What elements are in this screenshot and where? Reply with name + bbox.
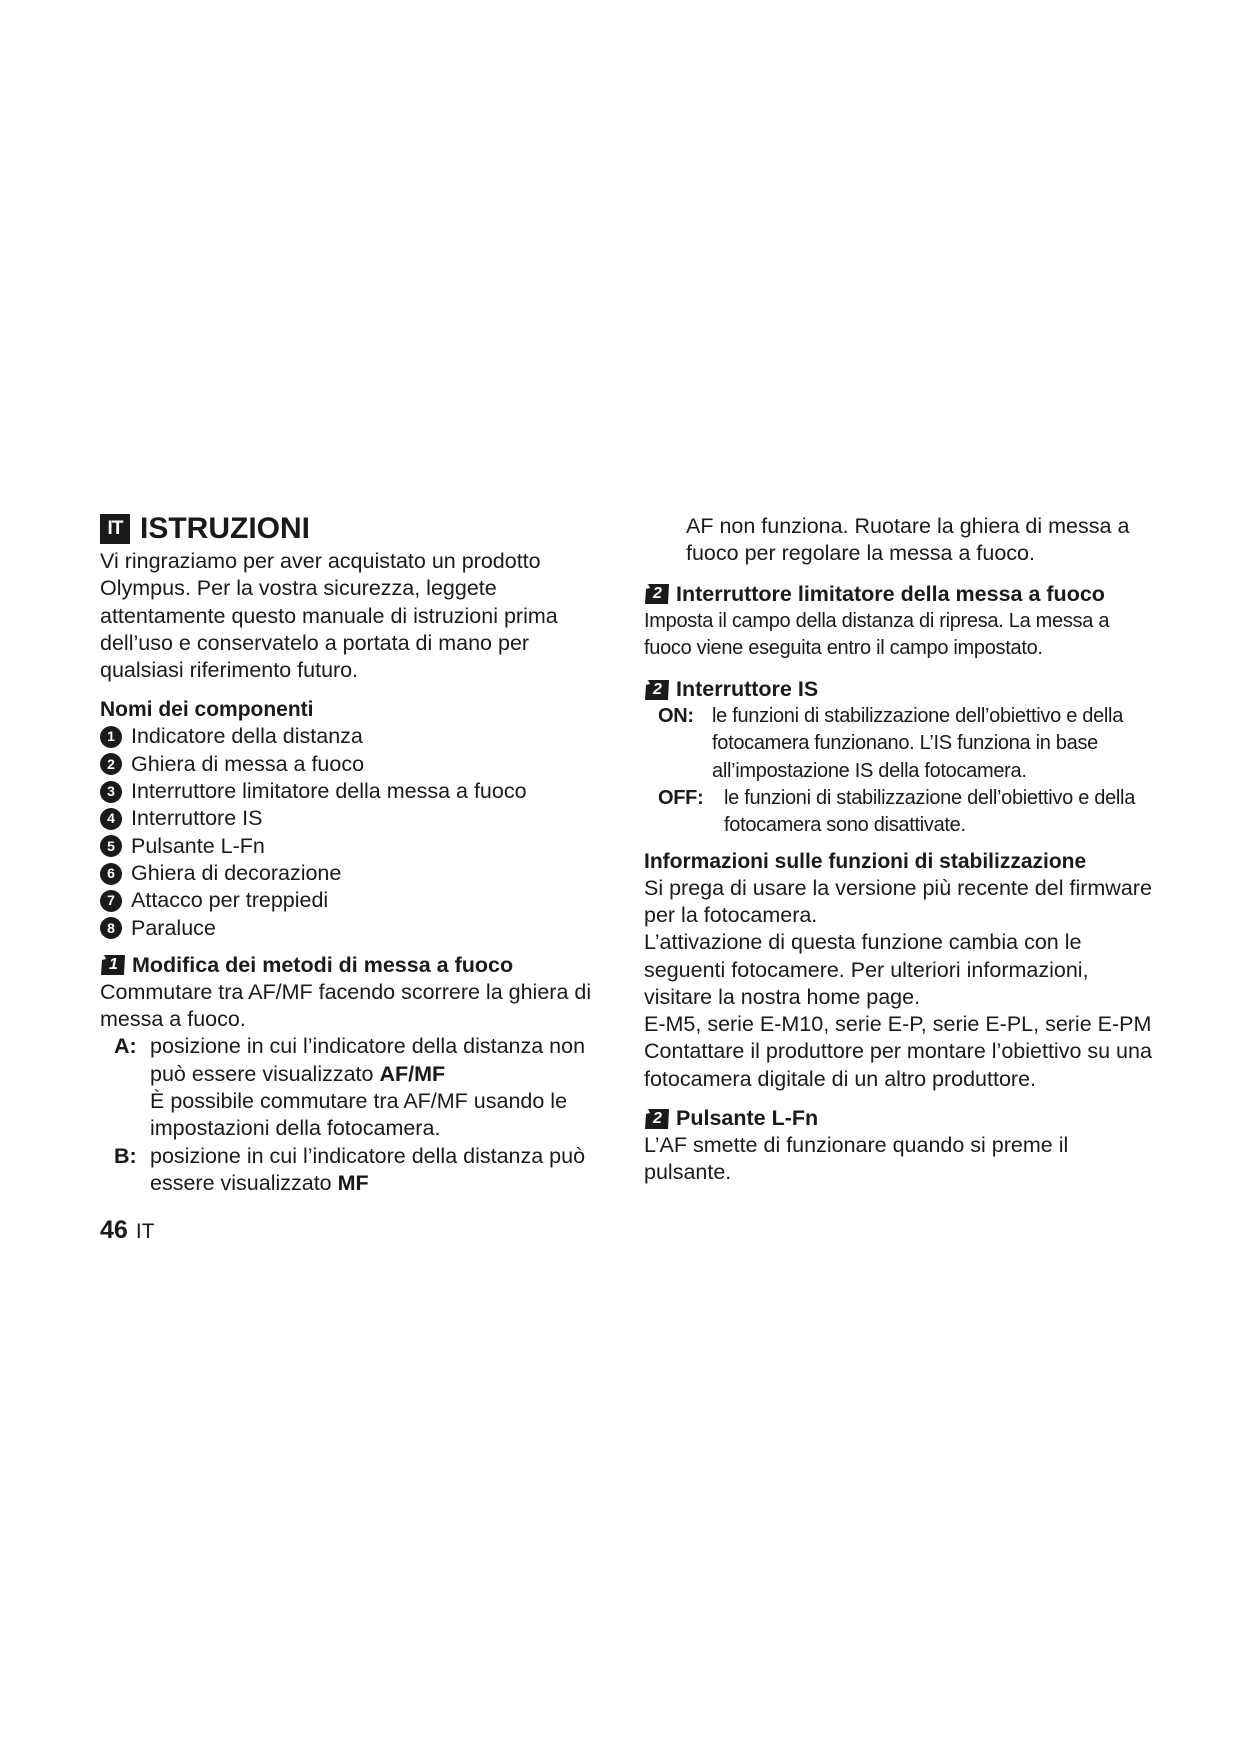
list-item-label: Paraluce — [131, 915, 216, 940]
option-off-text: le funzioni di stabilizzazione dell’obiettivo e della fotocamera sono disattivate. — [724, 787, 1136, 837]
option-b-text: posizione in cui l’indicatore della distanza può essere visualizzato MF — [150, 1143, 586, 1195]
figure-2-ref-icon: 2 — [644, 679, 670, 701]
stabilization-p2: L’attivazione di questa funzione cambia con le seguenti fotocamere. Per ulteriori informazioni, visitare la nostra home page. — [644, 930, 1089, 1009]
list-item-label: Attacco per treppiedi — [131, 888, 329, 913]
list-item-label: Ghiera di decorazione — [131, 860, 342, 885]
option-b-continuation: AF non funziona. Ruotare la ghiera di messa a fuoco per regolare la messa a fuoco. — [686, 514, 1130, 566]
focus-methods-body: Commutare tra AF/MF facendo scorrere la ghiera di messa a fuoco. — [100, 979, 592, 1032]
page-footer — [100, 1216, 154, 1245]
option-on-label: ON: — [658, 705, 694, 728]
section-title-text: Interruttore limitatore della messa a fuoco — [676, 581, 1105, 606]
number-6-icon: 6 — [100, 863, 122, 885]
limiter-body: Imposta il campo della distanza di ripresa. La messa a fuoco viene eseguita entro il campo impostato. — [644, 609, 1110, 659]
figure-1-ref-icon: 1 — [100, 954, 126, 976]
is-switch-title — [644, 676, 1156, 703]
stabilization-p1: Si prega di usare la versione più recente del firmware per la fotocamera. — [644, 875, 1152, 927]
number-5-icon: 5 — [100, 835, 122, 857]
focus-methods-title — [100, 952, 610, 979]
option-b — [100, 1143, 610, 1198]
number-4-icon: 4 — [100, 808, 122, 830]
list-item-label: Ghiera di messa a fuoco — [131, 751, 365, 776]
number-7-icon: 7 — [100, 890, 122, 912]
stabilization-p3: E-M5, serie E-M10, serie E-P, serie E-PL, serie E-PM — [644, 1012, 1152, 1037]
stabilization-p4: Contattare il produttore per montare l’obiettivo su una fotocamera digitale di un altro produttore. — [644, 1039, 1152, 1091]
option-off-label: OFF: — [658, 787, 704, 810]
option-on — [644, 703, 1156, 785]
number-3-icon: 3 — [100, 781, 122, 803]
option-on-text: le funzioni di stabilizzazione dell’obiettivo e della fotocamera funzionano. L’IS funziona in base all’impostazione IS della fotocamera. — [712, 705, 1124, 782]
section-title-text: Interruttore IS — [676, 677, 819, 702]
number-2-icon: 2 — [100, 753, 122, 775]
list-item-label: Indicatore della distanza — [131, 724, 363, 749]
list-item — [100, 751, 610, 778]
page-number: 46 — [100, 1216, 128, 1244]
title-text: ISTRUZIONI — [140, 512, 310, 545]
list-item — [100, 833, 610, 860]
page-title — [100, 512, 610, 546]
section-title-text: Modifica dei metodi di messa a fuoco — [132, 952, 514, 977]
option-b-label: B: — [114, 1143, 137, 1168]
components-list — [100, 723, 610, 941]
right-column — [644, 513, 1156, 1187]
components-heading: Nomi dei componenti — [100, 698, 314, 722]
lfn-body: L’AF smette di funzionare quando si preme il pulsante. — [644, 1133, 1069, 1185]
language-badge: IT — [100, 514, 130, 544]
lfn-title — [644, 1105, 1156, 1132]
section-title-text: Pulsante L-Fn — [676, 1106, 819, 1131]
list-item-label: Interruttore IS — [131, 806, 263, 831]
list-item-label: Pulsante L-Fn — [131, 833, 265, 858]
option-a-label: A: — [114, 1034, 137, 1059]
list-item — [100, 915, 610, 942]
option-a-text: posizione in cui l’indicatore della distanza non può essere visualizzato AF/MF È possibile commutare tra AF/MF usando le impostazioni della fotocamera. — [150, 1034, 586, 1141]
number-1-icon: 1 — [100, 726, 122, 748]
number-8-icon: 8 — [100, 917, 122, 939]
footer-language: IT — [135, 1220, 155, 1243]
option-off — [644, 785, 1156, 840]
list-item — [100, 860, 610, 887]
list-item — [100, 805, 610, 832]
list-item — [100, 723, 610, 750]
list-item-label: Interruttore limitatore della messa a fuoco — [131, 779, 527, 804]
intro-paragraph: Vi ringraziamo per aver acquistato un prodotto Olympus. Per la vostra sicurezza, leggete attentamente questo manuale di istruzioni prima dell’uso e conservatelo a portata di mano per qualsiasi riferimento futuro. — [100, 549, 558, 683]
stabilization-heading: Informazioni sulle funzioni di stabilizzazione — [644, 849, 1087, 873]
list-item — [100, 887, 610, 914]
left-column — [100, 512, 610, 1197]
figure-2-ref-icon: 2 — [644, 1108, 670, 1130]
limiter-title — [644, 581, 1156, 608]
figure-2-ref-icon: 2 — [644, 583, 670, 605]
list-item — [100, 778, 610, 805]
option-a — [100, 1033, 610, 1142]
